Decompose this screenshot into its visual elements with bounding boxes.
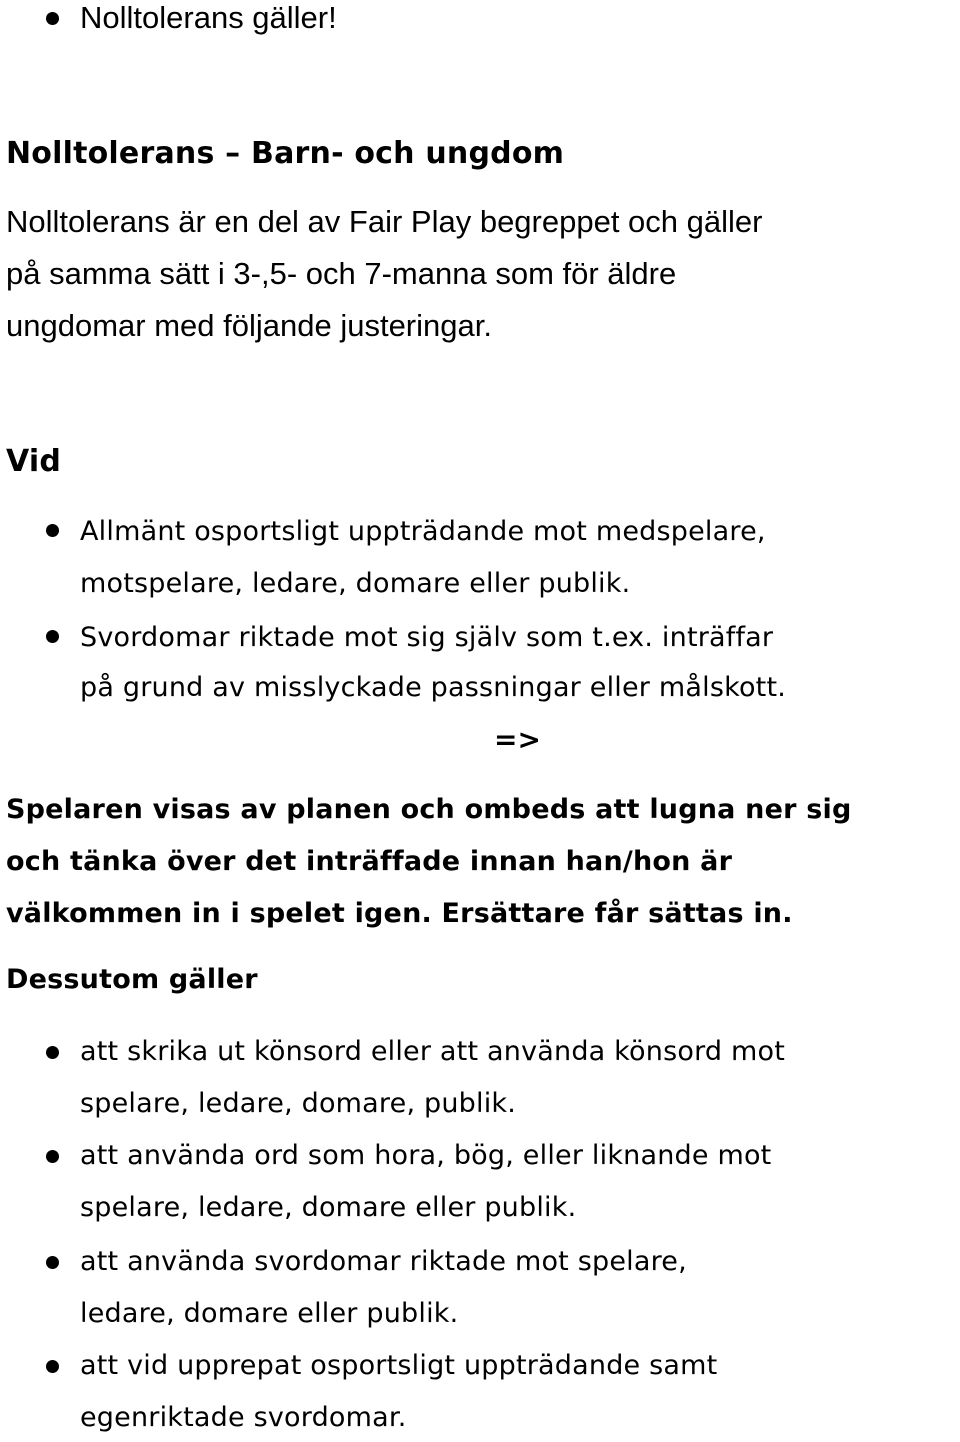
paragraph-line: ungdomar med följande justeringar.: [6, 308, 492, 343]
section-heading-nolltolerans: Nolltolerans – Barn- och ungdom: [6, 136, 565, 171]
paragraph-line: på samma sätt i 3-,5- och 7-manna som för äldre: [6, 256, 677, 291]
bullet-icon: [46, 1046, 59, 1059]
dessutom-item-line: egenriktade svordomar.: [80, 1402, 407, 1433]
bullet-icon: [46, 1360, 59, 1373]
dessutom-item-line: att använda ord som hora, bög, eller liknande mot: [80, 1140, 772, 1171]
section-heading-dessutom: Dessutom gäller: [6, 964, 258, 995]
dessutom-item-line: ledare, domare eller publik.: [80, 1298, 459, 1329]
bullet-icon: [46, 630, 59, 643]
bullet-icon: [46, 524, 59, 537]
dessutom-item-line: att vid upprepat osportsligt uppträdande samt: [80, 1350, 718, 1381]
consequence-line: och tänka över det inträffade innan han/hon är: [6, 846, 733, 877]
dessutom-item-line: att skrika ut könsord eller att använda könsord mot: [80, 1036, 786, 1067]
vid-item-line: på grund av misslyckade passningar eller målskott.: [80, 672, 787, 703]
consequence-line: välkommen in i spelet igen. Ersättare får sättas in.: [6, 898, 793, 929]
dessutom-item-line: att använda svordomar riktade mot spelare,: [80, 1246, 687, 1277]
bullet-icon: [46, 12, 59, 25]
dessutom-item-line: spelare, ledare, domare, publik.: [80, 1088, 517, 1119]
arrow-symbol: =>: [494, 723, 541, 756]
bullet-icon: [46, 1150, 59, 1163]
dessutom-item-line: spelare, ledare, domare eller publik.: [80, 1192, 577, 1223]
section-heading-vid: Vid: [6, 444, 62, 479]
vid-item-line: motspelare, ledare, domare eller publik.: [80, 568, 631, 599]
vid-item-line: Svordomar riktade mot sig själv som t.ex. inträffar: [80, 622, 774, 653]
top-bullet-text: Nolltolerans gäller!: [80, 0, 337, 35]
bullet-icon: [46, 1256, 59, 1269]
vid-item-line: Allmänt osportsligt uppträdande mot medspelare,: [80, 516, 766, 547]
consequence-line: Spelaren visas av planen och ombeds att lugna ner sig: [6, 794, 852, 825]
paragraph-line: Nolltolerans är en del av Fair Play begreppet och gäller: [6, 204, 763, 239]
